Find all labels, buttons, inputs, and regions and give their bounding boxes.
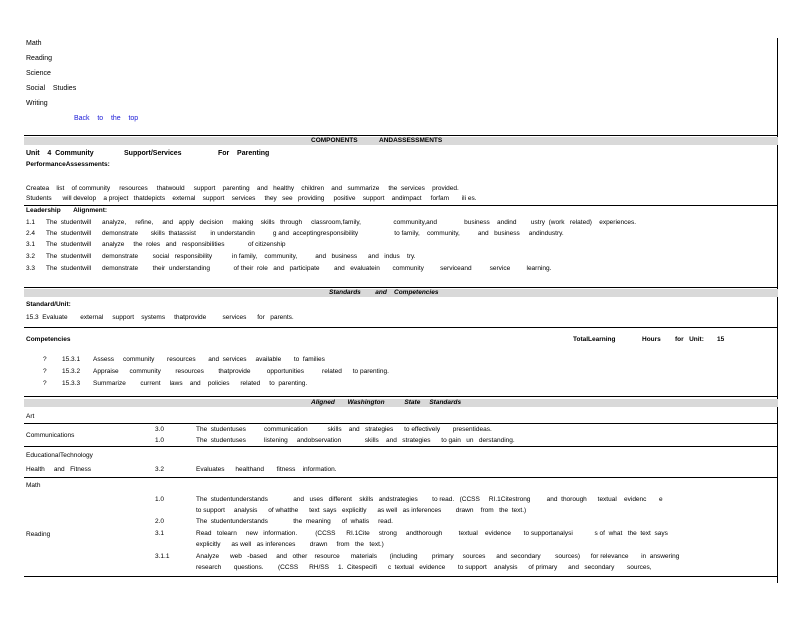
standards-subject-communications: Communications — [26, 432, 75, 439]
standards-subject-educational-technology: EducationalTechnology — [26, 452, 93, 459]
leadership-label: Leadership Alignment: — [26, 207, 108, 214]
standard-unit-label: Standard/Unit: — [26, 301, 71, 308]
standards-subject-math: Math — [26, 482, 41, 489]
divider — [24, 287, 778, 288]
standard-line: 15.3 Evaluate external support systems thatprovide services for parents. — [26, 314, 294, 321]
competency-text: Summarize current laws and policies related to parenting. — [93, 380, 308, 387]
subject-math[interactable]: Math — [26, 40, 42, 47]
standard-num: 2.0 — [155, 518, 165, 525]
leadership-num: 3.1 — [26, 241, 36, 248]
standard-text: Analyze web -based and other resource materials (including primary sources and secondary sources) for relevance in answering — [196, 553, 680, 560]
leadership-text: The studentwill analyze, refine, and apply decision making skills through classroom,family, community,and business andind ustry (work related) experiences. — [46, 219, 637, 226]
hours-label: Hours — [642, 336, 661, 343]
standard-text: Evaluates healthand fitness information. — [196, 466, 337, 473]
standard-text: The studentunderstands and uses different skills andstrategies to read. (CCSS RI.1Citestrong and thorough textual evidenc e — [196, 496, 663, 503]
divider — [24, 576, 778, 577]
bullet: ? — [43, 368, 47, 375]
assessment-line: Students will develop a project thatdepicts external support services they see providing positive support andimpact forfam ili es. — [26, 195, 477, 202]
total-learning-label: TotalLearning — [573, 336, 616, 343]
leadership-num: 3.3 — [26, 265, 36, 272]
divider — [24, 205, 778, 206]
bullet: ? — [43, 380, 47, 387]
divider — [24, 423, 778, 424]
standard-num: 3.1 — [155, 530, 165, 537]
divider — [24, 446, 778, 447]
standard-num: 3.0 — [155, 426, 165, 433]
for-unit-label: for Unit: — [675, 336, 704, 343]
standard-num: 1.0 — [155, 437, 165, 444]
back-to-top-link[interactable]: Back to the top — [74, 115, 139, 122]
competency-num: 15.3.3 — [62, 380, 81, 387]
assessment-line: Createa list of community resources thatwould support parenting and healthy children and summarize the services provided. — [26, 185, 459, 192]
leadership-text: The studentwill demonstrate their understanding of their role and participate and evaluatein community serviceand service learning. — [46, 265, 552, 272]
unit-for-parenting: For Parenting — [218, 150, 270, 157]
unit-services: Support/Services — [124, 150, 182, 157]
competency-text: Appraise community resources thatprovide opportunities related to parenting. — [93, 368, 389, 375]
competencies-label: Competencies — [26, 336, 71, 343]
standard-text-cont: research questions. (CCSS RH/SS 1. Citespecifi c textual evidence to support analysis of primary and secondary sources, — [196, 564, 652, 571]
components-header — [24, 137, 778, 145]
leadership-text: The studentwill demonstrate social responsibility in family, community, and business and indus try. — [46, 253, 416, 260]
subject-writing[interactable]: Writing — [26, 100, 48, 107]
competency-num: 15.3.1 — [62, 356, 81, 363]
divider — [24, 135, 778, 136]
standard-text-cont: to support analysis of whatthe text says explicitly as well as inferences drawn from the text.) — [196, 507, 527, 514]
standard-num: 1.0 — [155, 496, 165, 503]
standard-num: 3.1.1 — [155, 553, 170, 560]
performance-assessments-label: PerformanceAssessments: — [26, 161, 110, 168]
divider — [24, 396, 778, 397]
standards-subject-reading: Reading — [26, 531, 51, 538]
leadership-num: 1.1 — [26, 219, 36, 226]
leadership-text: The studentwill demonstrate skills thatassist in understandin g and acceptingresponsibility to family, community, and business andindustry. — [46, 230, 564, 237]
subject-social-studies[interactable]: Social Studies — [26, 85, 77, 92]
leadership-text: The studentwill analyze the roles and responsibilities of citizenship — [46, 241, 286, 248]
standards-subject-art: Art — [26, 413, 35, 420]
total-hours-value: 15 — [717, 336, 725, 343]
divider — [24, 477, 778, 478]
unit-title: Unit 4 Community — [26, 150, 94, 157]
competency-num: 15.3.2 — [62, 368, 81, 375]
divider — [24, 327, 778, 328]
standard-text: The studentunderstands the meaning of whatis read. — [196, 518, 393, 525]
standard-num: 3.2 — [155, 466, 165, 473]
components-header-text: COMPONENTS ANDASSESSMENTS — [311, 137, 443, 144]
standards-competencies-header — [24, 289, 778, 297]
subject-science[interactable]: Science — [26, 70, 51, 77]
standard-text: The studentuses communication skills and strategies to effectively presentideas. — [196, 426, 492, 433]
washington-standards-header-text: Aligned Washington State Standards — [311, 399, 462, 406]
washington-standards-header — [24, 399, 778, 407]
standard-text: The studentuses listening andobservation skills and strategies to gain un derstanding. — [196, 437, 515, 444]
standards-competencies-header-text: Standards and Competencies — [329, 289, 439, 296]
subject-reading[interactable]: Reading — [26, 55, 53, 62]
bullet: ? — [43, 356, 47, 363]
competency-text: Assess community resources and services available to families — [93, 356, 325, 363]
standard-text: Read tolearn new information. (CCSS RI.1Cite strong andthorough textual evidence to supportanalysi s of what the text says — [196, 530, 668, 537]
standard-text-cont: explicitly as well as inferences drawn from the text.) — [196, 541, 384, 548]
leadership-num: 3.2 — [26, 253, 36, 260]
leadership-num: 2.4 — [26, 230, 36, 237]
standards-subject-health-fitness: Health and Fitness — [26, 466, 92, 473]
page-right-border — [777, 38, 778, 583]
